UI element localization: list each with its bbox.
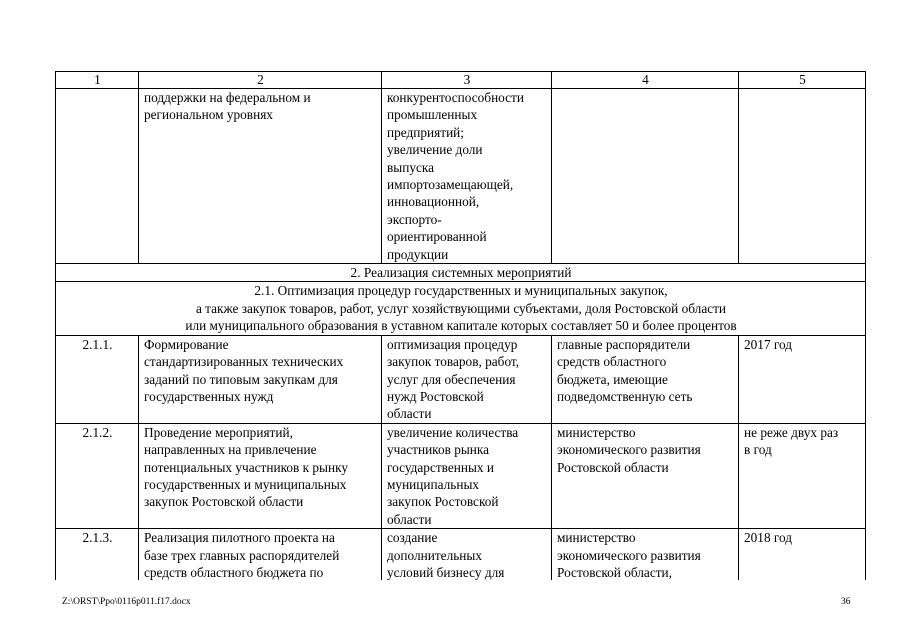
- text-line: продукции: [387, 246, 449, 262]
- section-title: 2. Реализация системных мероприятий: [56, 264, 866, 282]
- text-line: области: [387, 511, 432, 527]
- continuation-row: [56, 89, 866, 264]
- measure-cell: [139, 423, 382, 528]
- text-line: или муниципального образования в уставном капитале которых составляет 50 и более процентов: [185, 318, 737, 334]
- text-line: направленных на привлечение: [144, 442, 317, 458]
- text-line: не реже двух раз: [744, 424, 839, 440]
- executor-cell: [552, 335, 739, 423]
- text-line: потенциальных участников к рынку: [144, 459, 349, 475]
- result-cell: [382, 335, 552, 423]
- header-col-2: 2: [139, 72, 382, 89]
- subsection-title-row: [56, 282, 866, 335]
- header-col-4: 4: [552, 72, 739, 89]
- text-line: средств областного бюджета по: [144, 564, 324, 580]
- text-line: закупок товаров, работ,: [387, 354, 520, 370]
- row-number: 2.1.1.: [56, 335, 139, 423]
- text-line: нужд Ростовской: [387, 388, 484, 404]
- text-line: 2017 год: [744, 336, 793, 352]
- footer-file-path: Z:\ORST\Ppo\0116p011.f17.docx: [62, 597, 191, 607]
- header-col-1: 1: [56, 72, 139, 89]
- text-line: услуг для обеспечения: [387, 371, 516, 387]
- table-row: [56, 335, 866, 423]
- text-line: Реализация пилотного проекта на: [144, 530, 335, 546]
- result-cell: [382, 423, 552, 528]
- text-line: области: [387, 406, 432, 422]
- row-number: 2.1.3.: [56, 529, 139, 582]
- text-line: государственных и муниципальных: [144, 476, 347, 492]
- text-line: ориентированной: [387, 229, 487, 245]
- page-number: 36: [841, 597, 851, 607]
- section-title-row: [56, 264, 866, 282]
- text-line: в год: [744, 442, 772, 458]
- text-line: закупок Ростовской: [387, 494, 499, 510]
- text-line: импортозамещающей,: [387, 177, 514, 193]
- text-line: инновационной,: [387, 194, 480, 210]
- text-line: увеличение доли: [387, 142, 483, 158]
- text-line: закупок Ростовской области: [144, 494, 304, 510]
- text-line: условий бизнесу для: [387, 564, 505, 580]
- page-break-mask: [0, 580, 905, 592]
- text-line: экспорто-: [387, 211, 442, 227]
- text-line: поддержки на федеральном и: [144, 90, 311, 105]
- continuation-executor-cell: [552, 89, 739, 264]
- text-line: оптимизация процедур: [387, 336, 518, 352]
- term-cell: [739, 335, 866, 423]
- text-line: предприятий;: [387, 124, 464, 140]
- header-col-5: 5: [739, 72, 866, 89]
- text-line: стандартизированных технических: [144, 354, 344, 370]
- executor-cell: [552, 529, 739, 582]
- measure-cell: [139, 335, 382, 423]
- text-line: 2018 год: [744, 530, 793, 546]
- text-line: увеличение количества: [387, 424, 519, 440]
- text-line: 2.1. Оптимизация процедур государственных и муниципальных закупок,: [254, 283, 668, 299]
- text-line: экономического развития: [557, 442, 701, 458]
- table-row: [56, 529, 866, 582]
- text-line: конкурентоспособности: [387, 90, 524, 105]
- text-line: выпуска: [387, 159, 435, 175]
- continuation-num-cell: [56, 89, 139, 264]
- text-line: средств областного: [557, 354, 667, 370]
- text-line: создание: [387, 530, 438, 546]
- continuation-result-cell: [382, 89, 552, 264]
- text-line: министерство: [557, 424, 636, 440]
- table-row: [56, 423, 866, 528]
- term-cell: [739, 423, 866, 528]
- continuation-measure-cell: [139, 89, 382, 264]
- text-line: Формирование: [144, 336, 229, 352]
- text-line: участников рынка: [387, 442, 490, 458]
- text-line: государственных нужд: [144, 388, 274, 404]
- text-line: Проведение мероприятий,: [144, 424, 293, 440]
- text-line: Ростовской области: [557, 459, 669, 475]
- subsection-title: [56, 282, 866, 335]
- text-line: бюджета, имеющие: [557, 371, 668, 387]
- row-number: 2.1.2.: [56, 423, 139, 528]
- text-line: подведомственную сеть: [557, 388, 693, 404]
- text-line: главные распорядители: [557, 336, 691, 352]
- result-cell: [382, 529, 552, 582]
- text-line: министерство: [557, 530, 636, 546]
- text-line: экономического развития: [557, 547, 701, 563]
- term-cell: [739, 529, 866, 582]
- text-line: Ростовской области,: [557, 564, 672, 580]
- text-line: промышленных: [387, 107, 478, 123]
- text-line: дополнительных: [387, 547, 482, 563]
- text-line: региональном уровнях: [144, 107, 273, 123]
- executor-cell: [552, 423, 739, 528]
- header-col-3: 3: [382, 72, 552, 89]
- text-line: базе трех главных распорядителей: [144, 547, 340, 563]
- text-line: а также закупок товаров, работ, услуг хозяйствующими субъектами, доля Ростовской области: [195, 300, 727, 316]
- measures-table: [55, 71, 866, 581]
- text-line: государственных и: [387, 459, 495, 475]
- text-line: заданий по типовым закупкам для: [144, 371, 338, 387]
- continuation-term-cell: [739, 89, 866, 264]
- table-header-row: [56, 72, 866, 89]
- text-line: муниципальных: [387, 476, 480, 492]
- measure-cell: [139, 529, 382, 582]
